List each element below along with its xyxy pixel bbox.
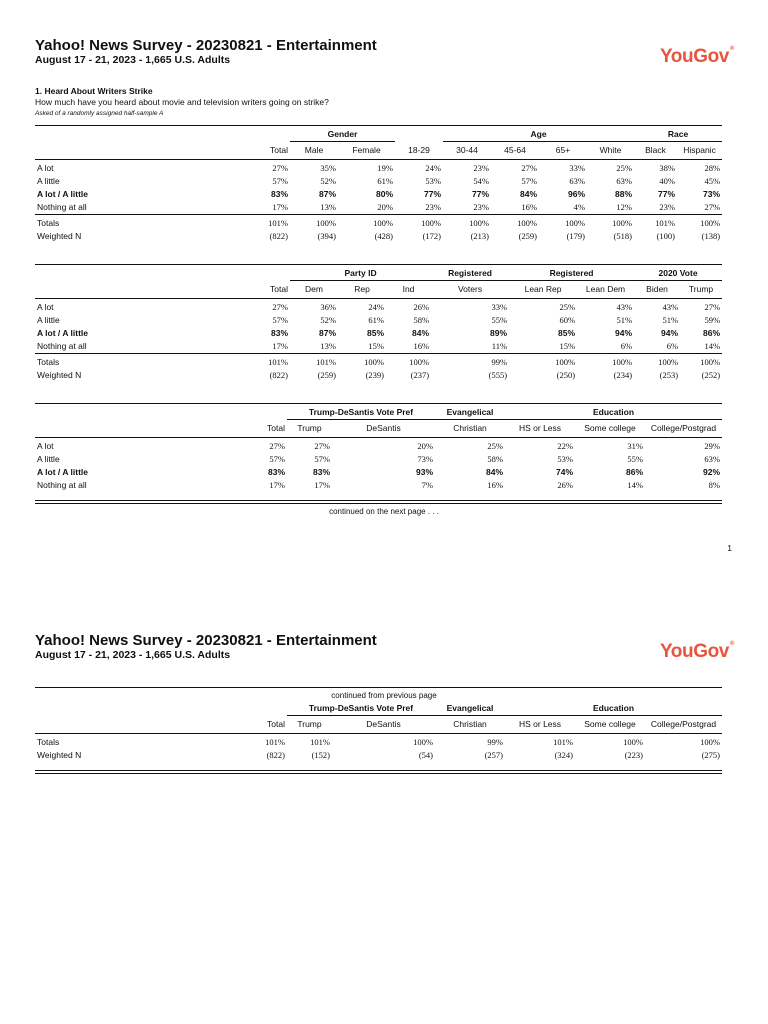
cell: 14% <box>704 341 721 351</box>
group-gender: Gender <box>290 128 395 142</box>
cell: 24% <box>338 299 386 315</box>
page-title: Yahoo! News Survey - 20230821 - Entertainment <box>35 632 377 649</box>
row-label: Nothing at all <box>37 202 87 212</box>
cell: 100% <box>577 354 634 370</box>
col-header: Total <box>270 144 288 155</box>
row-label: A little <box>37 176 60 186</box>
cell: 51% <box>662 315 679 325</box>
group-evangelical: Evangelical <box>435 702 505 716</box>
col-header: HS or Less <box>518 719 562 729</box>
crosstab-education <box>35 406 722 492</box>
col-header: Female <box>352 145 381 155</box>
table-top-rule <box>35 264 722 265</box>
cell: 87% <box>318 328 336 338</box>
cell: 58% <box>413 315 430 325</box>
cell: 38% <box>634 160 677 176</box>
cell: 77% <box>472 189 490 199</box>
page-number: 1 <box>727 543 732 553</box>
question-title: 1. Heard About Writers Strike <box>35 86 153 96</box>
yougov-logo: YouGov® <box>659 46 734 67</box>
cell: 59% <box>704 315 721 325</box>
cell: 17% <box>272 202 288 212</box>
cell: 101% <box>634 215 677 231</box>
table-row <box>35 369 722 382</box>
cell: 57% <box>314 454 330 464</box>
cell: (324) <box>554 750 574 760</box>
col-header: Lean Dem <box>585 284 626 294</box>
col-header: Christian <box>453 719 487 729</box>
table-bottom-rule <box>35 770 722 774</box>
col-header: Total <box>267 718 285 729</box>
cell: 100% <box>677 215 722 231</box>
table-row <box>35 734 722 750</box>
cell: 83% <box>267 467 285 477</box>
cell: 52% <box>320 176 336 186</box>
cell: 27% <box>195 438 287 454</box>
cell: 57% <box>272 315 288 325</box>
cell: 27% <box>195 299 290 315</box>
continued-next-note: continued on the next page . . . <box>329 507 439 516</box>
row-label: Totals <box>35 215 195 231</box>
cell: 74% <box>556 467 574 477</box>
group-party-id: Party ID <box>290 267 431 281</box>
cell: 31% <box>575 438 645 454</box>
table-row <box>35 354 722 370</box>
cell: (100) <box>656 231 676 241</box>
cell: 84% <box>520 189 538 199</box>
group-trump-desantis: Trump-DeSantis Vote Pref <box>287 702 435 716</box>
group-evangelical: Evangelical <box>435 406 505 420</box>
cell: 99% <box>431 354 509 370</box>
cell: 100% <box>386 354 431 370</box>
col-header: Rep <box>354 284 370 294</box>
cell: 16% <box>413 341 430 351</box>
col-header: White <box>599 145 622 155</box>
cell: 15% <box>559 341 576 351</box>
cell: 7% <box>421 480 434 490</box>
cell: 60% <box>559 315 576 325</box>
col-header: Christian <box>453 423 487 433</box>
cell: 43% <box>577 299 634 315</box>
cell: (555) <box>488 370 508 380</box>
cell: 20% <box>377 202 394 212</box>
cell: 101% <box>195 734 287 750</box>
cell: (394) <box>317 231 336 241</box>
col-header: Trump <box>688 284 714 294</box>
col-header: 18-29 <box>408 144 430 155</box>
col-header: College/Postgrad <box>650 719 717 729</box>
cell: (152) <box>311 750 330 760</box>
col-header: Total <box>270 283 288 294</box>
cell: 17% <box>269 480 285 490</box>
cell: 57% <box>269 454 285 464</box>
cell: (172) <box>422 231 442 241</box>
col-header: DeSantis <box>366 719 401 729</box>
cell: (253) <box>659 370 679 380</box>
cell: 63% <box>704 454 721 464</box>
cell: 83% <box>270 328 288 338</box>
cell: 33% <box>539 160 587 176</box>
table-row <box>35 340 722 354</box>
cell: (179) <box>566 231 586 241</box>
cell: 100% <box>491 215 539 231</box>
page-subtitle: August 17 - 21, 2023 - 1,665 U.S. Adults <box>35 649 231 661</box>
cell: (822) <box>266 750 285 760</box>
cell: 14% <box>627 480 644 490</box>
row-label: Weighted N <box>37 231 82 241</box>
table-row <box>35 160 722 176</box>
cell: 83% <box>270 189 288 199</box>
cell: 100% <box>338 215 395 231</box>
cell: 73% <box>417 454 434 464</box>
row-label: Weighted N <box>37 750 82 760</box>
group-header-row <box>35 406 722 420</box>
row-label: A lot <box>35 299 195 315</box>
cell: 61% <box>368 315 384 325</box>
table-top-rule <box>35 403 722 404</box>
row-label: A little <box>37 454 60 464</box>
cell: 61% <box>377 176 394 186</box>
cell: 77% <box>424 189 442 199</box>
cell: 25% <box>509 299 577 315</box>
cell: (223) <box>624 750 644 760</box>
cell: 92% <box>703 467 721 477</box>
cell: 33% <box>431 299 509 315</box>
cell: 27% <box>704 202 721 212</box>
table-row <box>35 749 722 762</box>
cell: 17% <box>272 341 288 351</box>
cell: 58% <box>487 454 504 464</box>
cell: 101% <box>290 354 338 370</box>
group-education: Education <box>505 406 722 420</box>
cell: 27% <box>287 438 332 454</box>
col-header: DeSantis <box>366 423 401 433</box>
cell: 100% <box>290 215 338 231</box>
group-header-row <box>35 702 722 716</box>
row-label: A lot / A little <box>37 467 88 477</box>
cell: 84% <box>486 467 504 477</box>
cell: 101% <box>287 734 332 750</box>
cell: 100% <box>443 215 491 231</box>
group-header-row <box>35 267 722 281</box>
col-header: Ind <box>402 284 415 294</box>
group-age: Age <box>443 128 634 142</box>
cell: 16% <box>487 480 504 490</box>
cell: 40% <box>659 176 676 186</box>
table-row <box>35 299 722 315</box>
cell: 100% <box>509 354 577 370</box>
crosstab-politics <box>35 267 722 382</box>
table-row <box>35 466 722 479</box>
col-header: Biden <box>646 284 668 294</box>
row-label: A lot <box>35 438 195 454</box>
col-header: Voters <box>457 284 483 294</box>
cell: 4% <box>573 202 586 212</box>
cell: 13% <box>320 341 336 351</box>
row-label: A little <box>37 315 60 325</box>
row-label: A lot <box>35 160 195 176</box>
cell: 43% <box>634 299 680 315</box>
cell: 23% <box>659 202 676 212</box>
cell: 100% <box>338 354 386 370</box>
cell: 55% <box>491 315 508 325</box>
cell: 63% <box>616 176 633 186</box>
row-label: A lot / A little <box>37 328 88 338</box>
table-row <box>35 230 722 243</box>
column-header-row <box>35 281 722 299</box>
cell: 35% <box>290 160 338 176</box>
cell: 29% <box>645 438 722 454</box>
cell: 57% <box>521 176 538 186</box>
cell: 19% <box>338 160 395 176</box>
question-block <box>35 86 329 117</box>
continued-prev-note: continued from previous page <box>331 691 437 700</box>
row-label: Weighted N <box>37 370 82 380</box>
table-row <box>35 314 722 327</box>
col-header: Trump <box>297 423 322 433</box>
column-header-row <box>35 716 722 734</box>
yougov-logo: YouGov® <box>659 641 734 662</box>
cell: 15% <box>368 341 384 351</box>
cell: 94% <box>661 328 679 338</box>
col-header: Dem <box>305 284 323 294</box>
table-row <box>35 438 722 454</box>
cell: 20% <box>332 438 435 454</box>
column-header-row <box>35 420 722 438</box>
col-header: Total <box>267 422 285 433</box>
cell: 55% <box>627 454 644 464</box>
cell: 23% <box>443 160 491 176</box>
cell: (257) <box>484 750 504 760</box>
cell: 86% <box>626 467 644 477</box>
cell: 6% <box>666 341 679 351</box>
cell: 52% <box>320 315 336 325</box>
cell: (138) <box>701 231 721 241</box>
cell: (54) <box>418 750 434 760</box>
cell: 100% <box>332 734 435 750</box>
cell: 36% <box>290 299 338 315</box>
question-text: How much have you heard about movie and television writers going on strike? <box>35 97 329 107</box>
cell: 93% <box>416 467 434 477</box>
cell: (234) <box>613 370 633 380</box>
group-2020-vote: 2020 Vote <box>634 267 722 281</box>
cell: 100% <box>539 215 587 231</box>
table-bottom-rule <box>35 500 722 504</box>
cell: 17% <box>314 480 330 490</box>
group-trump-desantis: Trump-DeSantis Vote Pref <box>287 406 435 420</box>
cell: 85% <box>366 328 384 338</box>
col-header: Some college <box>584 719 636 729</box>
col-header: 45-64 <box>504 145 526 155</box>
cell: 27% <box>680 299 722 315</box>
cell: 23% <box>425 202 442 212</box>
cell: 12% <box>616 202 633 212</box>
table-top-rule <box>35 687 722 688</box>
crosstab-demographics <box>35 128 722 243</box>
cell: 16% <box>521 202 538 212</box>
cell: 27% <box>491 160 539 176</box>
cell: 94% <box>615 328 633 338</box>
cell: 45% <box>704 176 721 186</box>
cell: 77% <box>658 189 676 199</box>
table-row <box>35 175 722 188</box>
table-row <box>35 327 722 340</box>
col-header: Lean Rep <box>524 284 562 294</box>
cell: 100% <box>680 354 722 370</box>
cell: (259) <box>317 370 336 380</box>
col-header: 30-44 <box>456 145 478 155</box>
cell: 27% <box>195 160 290 176</box>
cell: (822) <box>269 370 288 380</box>
cell: 101% <box>195 215 290 231</box>
page-subtitle: August 17 - 21, 2023 - 1,665 U.S. Adults <box>35 54 231 66</box>
col-header: Black <box>645 145 666 155</box>
group-header-row <box>35 128 722 142</box>
cell: 8% <box>708 480 721 490</box>
crosstab-education-continued <box>35 702 722 762</box>
cell: 51% <box>616 315 633 325</box>
page-title: Yahoo! News Survey - 20230821 - Entertainment <box>35 37 377 54</box>
cell: 11% <box>491 341 508 351</box>
cell: 57% <box>272 176 288 186</box>
group-race: Race <box>634 128 722 142</box>
cell: 25% <box>435 438 505 454</box>
cell: 101% <box>195 354 290 370</box>
cell: 26% <box>557 480 574 490</box>
cell: 24% <box>395 160 443 176</box>
table-row <box>35 201 722 215</box>
col-header: College/Postgrad <box>650 423 717 433</box>
cell: 83% <box>312 467 330 477</box>
group-registered-lean: Registered <box>509 267 634 281</box>
row-label: Totals <box>35 734 195 750</box>
col-header: Some college <box>584 423 636 433</box>
cell: 25% <box>587 160 634 176</box>
column-header-row <box>35 142 722 160</box>
cell: 6% <box>620 341 633 351</box>
cell: 73% <box>703 189 721 199</box>
cell: 100% <box>587 215 634 231</box>
cell: 86% <box>703 328 721 338</box>
cell: 53% <box>557 454 574 464</box>
table-row <box>35 188 722 201</box>
cell: 101% <box>505 734 575 750</box>
cell: 99% <box>435 734 505 750</box>
cell: 96% <box>568 189 586 199</box>
page-2 <box>0 600 768 1024</box>
col-header: Hispanic <box>683 145 716 155</box>
cell: (237) <box>410 370 430 380</box>
row-label: Totals <box>35 354 195 370</box>
cell: (239) <box>365 370 384 380</box>
cell: 85% <box>558 328 576 338</box>
cell: 23% <box>473 202 490 212</box>
cell: 28% <box>677 160 722 176</box>
cell: 63% <box>569 176 586 186</box>
table-top-rule <box>35 125 722 126</box>
cell: 100% <box>634 354 680 370</box>
cell: (822) <box>269 231 288 241</box>
cell: (518) <box>613 231 633 241</box>
col-header: Male <box>304 145 324 155</box>
row-label: Nothing at all <box>37 341 87 351</box>
cell: 88% <box>615 189 633 199</box>
cell: (250) <box>556 370 576 380</box>
question-note: Asked of a randomly assigned half-sample A <box>35 110 164 117</box>
row-label: A lot / A little <box>37 189 88 199</box>
group-education: Education <box>505 702 722 716</box>
cell: (275) <box>701 750 721 760</box>
cell: (252) <box>701 370 721 380</box>
col-header: HS or Less <box>518 423 562 433</box>
cell: 100% <box>645 734 722 750</box>
cell: 13% <box>320 202 336 212</box>
cell: (213) <box>470 231 490 241</box>
cell: 84% <box>412 328 430 338</box>
cell: 87% <box>318 189 336 199</box>
cell: (428) <box>374 231 394 241</box>
table-row <box>35 453 722 466</box>
row-label: Nothing at all <box>37 480 87 490</box>
cell: 22% <box>505 438 575 454</box>
cell: 80% <box>376 189 394 199</box>
table-row <box>35 479 722 492</box>
col-header: Trump <box>297 719 322 729</box>
group-registered: Registered <box>431 267 509 281</box>
cell: 54% <box>473 176 490 186</box>
col-header: 65+ <box>555 145 571 155</box>
cell: 89% <box>490 328 508 338</box>
table-row <box>35 215 722 231</box>
cell: 100% <box>575 734 645 750</box>
cell: (259) <box>518 231 538 241</box>
cell: 26% <box>386 299 431 315</box>
cell: 100% <box>395 215 443 231</box>
cell: 53% <box>425 176 442 186</box>
